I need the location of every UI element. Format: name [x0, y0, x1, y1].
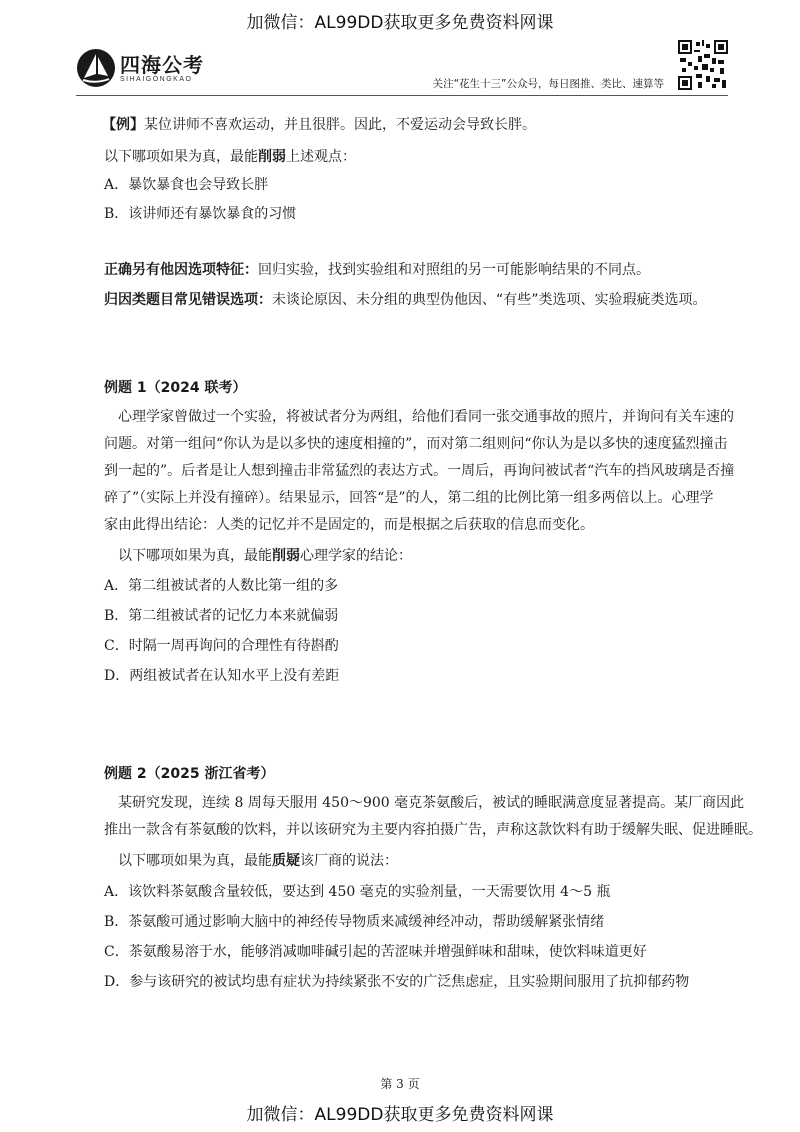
q1-option-b: B．第二组被试者的记忆力本来就偏弱	[104, 608, 339, 624]
example-option-a: A．暴饮暴食也会导致长胖	[104, 177, 269, 193]
note-wrong-option: 归因类题目常见错误选项：未谈论原因、未分组的典型伪他因、“有些”类选项、实验瑕疵类选项。	[104, 292, 707, 308]
brand-logo	[76, 48, 204, 88]
q2-stem-line: 推出一款含有茶氨酸的饮料，并以该研究为主要内容拍摄广告，声称这款饮料有助于缓解失眠、促进睡眠。	[104, 822, 762, 838]
q1-option-c: C．时隔一周再询问的合理性有待斟酌	[104, 638, 339, 654]
q1-stem-line: 心理学家曾做过一个实验，将被试者分为两组，给他们看同一张交通事故的照片，并询问有关车速的	[118, 409, 734, 425]
q2-title: 例题 2（2025 浙江省考）	[104, 766, 275, 782]
page-header	[76, 40, 728, 98]
q1-stem-line: 到一起的”。后者是让人想到撞击非常猛烈的表达方式。一周后，再询问被试者“汽车的挡风玻璃是否撞	[104, 463, 735, 479]
q1-option-d: D．两组被试者在认知水平上没有差距	[104, 668, 340, 684]
example-question: 以下哪项如果为真，最能削弱上述观点：	[104, 149, 356, 165]
example-stem: 【例】某位讲师不喜欢运动，并且很胖。因此，不爱运动会导致长胖。	[102, 117, 536, 133]
bottom-banner: 加微信：AL99DD获取更多免费资料网课	[246, 1105, 554, 1125]
q1-stem-line: 家由此得出结论：人类的记忆并不是固定的，而是根据之后获取的信息而变化。	[104, 517, 594, 533]
logo-name: 四海公考	[120, 52, 204, 77]
page-number: 第 3 页	[380, 1077, 420, 1091]
q1-option-a: A．第二组被试者的人数比第一组的多	[104, 578, 339, 594]
q1-title: 例题 1（2024 联考）	[104, 380, 247, 396]
q2-stem-line: 某研究发现，连续 8 周每天服用 450～900 毫克茶氨酸后，被试的睡眠满意度显著提高。某厂商因此	[118, 795, 745, 811]
logo-subtitle: SIHAIGONGKAO	[120, 75, 193, 83]
q1-question: 以下哪项如果为真，最能削弱心理学家的结论：	[118, 548, 412, 564]
header-note: 关注“花生十三”公众号，每日图推、类比、速算等	[432, 78, 664, 90]
q1-stem-line: 碎了”（实际上并没有撞碎）。结果显示，回答“是”的人，第二组的比例比第一组多两倍以上。心理学	[104, 490, 714, 506]
q2-question: 以下哪项如果为真，最能质疑该厂商的说法：	[118, 853, 398, 869]
q2-option-c: C．茶氨酸易溶于水，能够消减咖啡碱引起的苦涩味并增强鲜味和甜味，使饮料味道更好	[104, 944, 647, 960]
note-correct-option: 正确另有他因选项特征：回归实验，找到实验组和对照组的另一可能影响结果的不同点。	[104, 262, 650, 278]
sail-logo-icon	[76, 48, 116, 88]
example-option-b: B．该讲师还有暴饮暴食的习惯	[104, 206, 297, 222]
qr-code-icon	[678, 40, 728, 90]
top-banner: 加微信：AL99DD获取更多免费资料网课	[246, 13, 554, 33]
q2-option-b: B．茶氨酸可通过影响大脑中的神经传导物质来减缓神经冲动，帮助缓解紧张情绪	[104, 914, 605, 930]
q1-stem-line: 问题。对第一组问“你认为是以多快的速度相撞的”，而对第二组则问“你认为是以多快的速度猛烈撞击	[104, 436, 728, 452]
header-rule	[76, 95, 728, 96]
q2-option-a: A．该饮料茶氨酸含量较低，要达到 450 毫克的实验剂量，一天需要饮用 4～5 瓶	[104, 884, 611, 900]
q2-option-d: D．参与该研究的被试均患有症状为持续紧张不安的广泛焦虑症，且实验期间服用了抗抑郁药物	[104, 974, 690, 990]
